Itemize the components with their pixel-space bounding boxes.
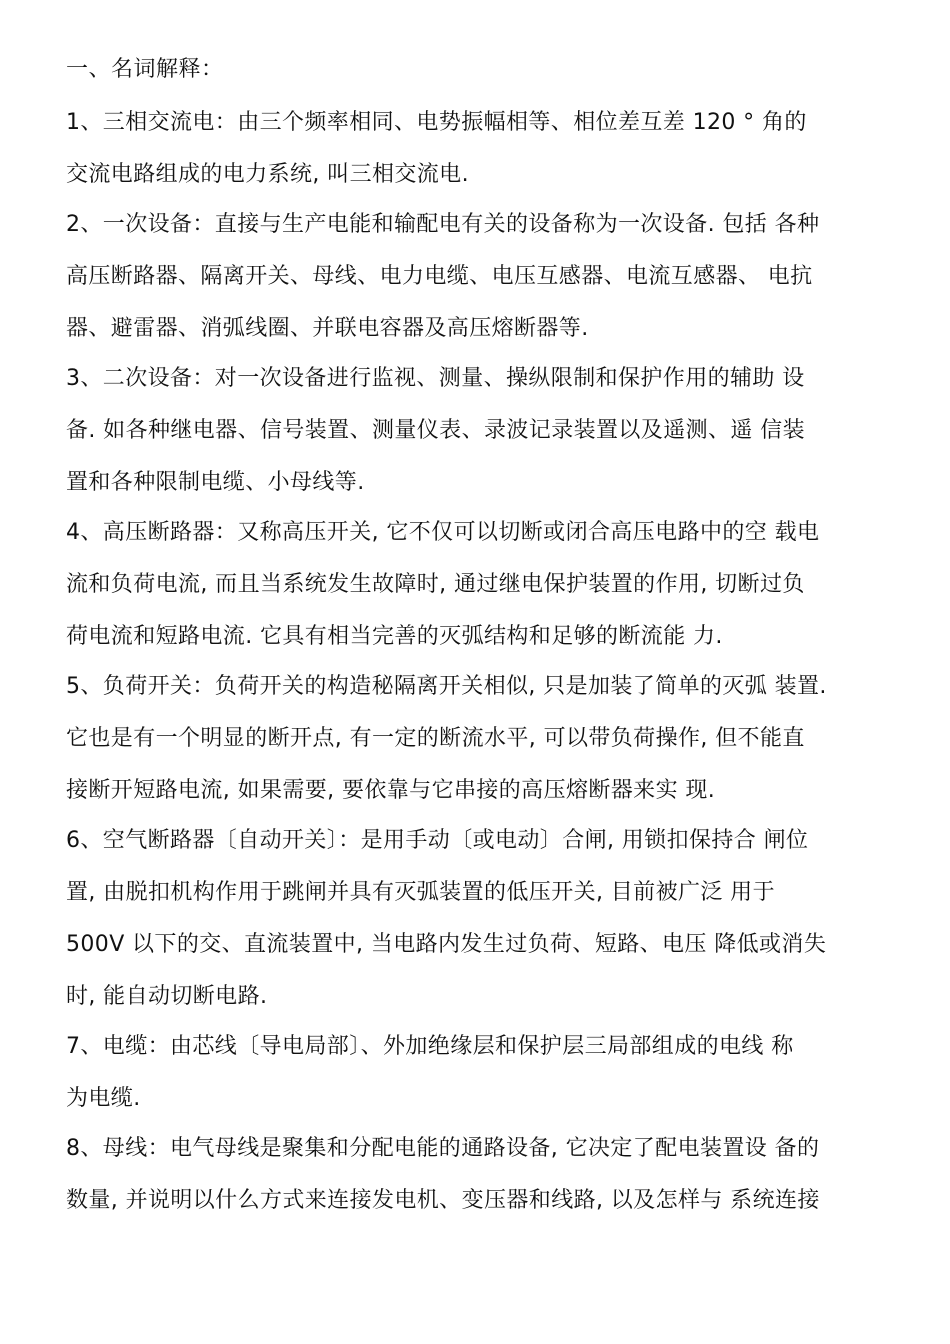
entry-line: 器、避雷器、消弧线圈、并联电容器及高压熔断器等. bbox=[66, 316, 589, 341]
entry-line: 6、空气断路器〔自动开关〕：是用手动〔或电动〕合闸, 用锁扣保持合 闸位 bbox=[66, 828, 809, 853]
entry-line: 2、一次设备：直接与生产电能和输配电有关的设备称为一次设备. 包括 各种 bbox=[66, 212, 820, 237]
entry-line: 数量, 并说明以什么方式来连接发电机、变压器和线路, 以及怎样与 系统连接 bbox=[66, 1188, 820, 1213]
term-entry-2 bbox=[66, 207, 896, 347]
entry-line: 它也是有一个明显的断开点, 有一定的断流水平, 可以带负荷操作, 但不能直 bbox=[66, 726, 805, 751]
entry-line: 荷电流和短路电流. 它具有相当完善的灭弧结构和足够的断流能 力. bbox=[66, 624, 723, 649]
entry-line: 时, 能自动切断电路. bbox=[66, 984, 268, 1009]
entry-line: 流和负荷电流, 而且当系统发生故障时, 通过继电保护装置的作用, 切断过负 bbox=[66, 572, 805, 597]
entry-line: 4、高压断路器：又称高压开关, 它不仅可以切断或闭合高压电路中的空 载电 bbox=[66, 520, 820, 545]
term-entry-7 bbox=[66, 1029, 896, 1117]
term-entry-8 bbox=[66, 1131, 896, 1219]
entry-line: 7、电缆：由芯线〔导电局部〕、外加绝缘层和保护层三局部组成的电线 称 bbox=[66, 1034, 794, 1059]
entry-line: 3、二次设备：对一次设备进行监视、测量、操纵限制和保护作用的辅助 设 bbox=[66, 366, 805, 391]
entry-line: 高压断路器、隔离开关、母线、电力电缆、电压互感器、电流互感器、 电抗 bbox=[66, 264, 813, 289]
entry-line: 8、母线：电气母线是聚集和分配电能的通路设备, 它决定了配电装置设 备的 bbox=[66, 1136, 820, 1161]
entry-line: 接断开短路电流, 如果需要, 要依靠与它串接的高压熔断器来实 现. bbox=[66, 778, 716, 803]
term-entry-6 bbox=[66, 823, 896, 1015]
entry-line: 备. 如各种继电器、信号装置、测量仪表、录波记录装置以及遥测、遥 信装 bbox=[66, 418, 805, 443]
term-entry-5 bbox=[66, 669, 896, 809]
document-body bbox=[66, 52, 896, 1233]
section-title: 一、名词解释： bbox=[66, 57, 224, 82]
entry-line: 交流电路组成的电力系统, 叫三相交流电. bbox=[66, 162, 469, 187]
entry-line: 500V 以下的交、直流装置中, 当电路内发生过负荷、短路、电压 降低或消失 bbox=[66, 932, 827, 957]
entry-line: 1、三相交流电：由三个频率相同、电势振幅相等、相位差互差 120 ° 角的 bbox=[66, 110, 807, 135]
entry-line: 5、负荷开关：负荷开关的构造秘隔离开关相似, 只是加装了简单的灭弧 装置. bbox=[66, 674, 827, 699]
entry-line: 置和各种限制电缆、小母线等. bbox=[66, 470, 365, 495]
term-entry-1 bbox=[66, 105, 896, 193]
entry-line: 置, 由脱扣机构作用于跳闸并具有灭弧装置的低压开关, 目前被广泛 用于 bbox=[66, 880, 775, 905]
entry-line: 为电缆. bbox=[66, 1086, 141, 1111]
term-entry-3 bbox=[66, 361, 896, 501]
term-entry-4 bbox=[66, 515, 896, 655]
